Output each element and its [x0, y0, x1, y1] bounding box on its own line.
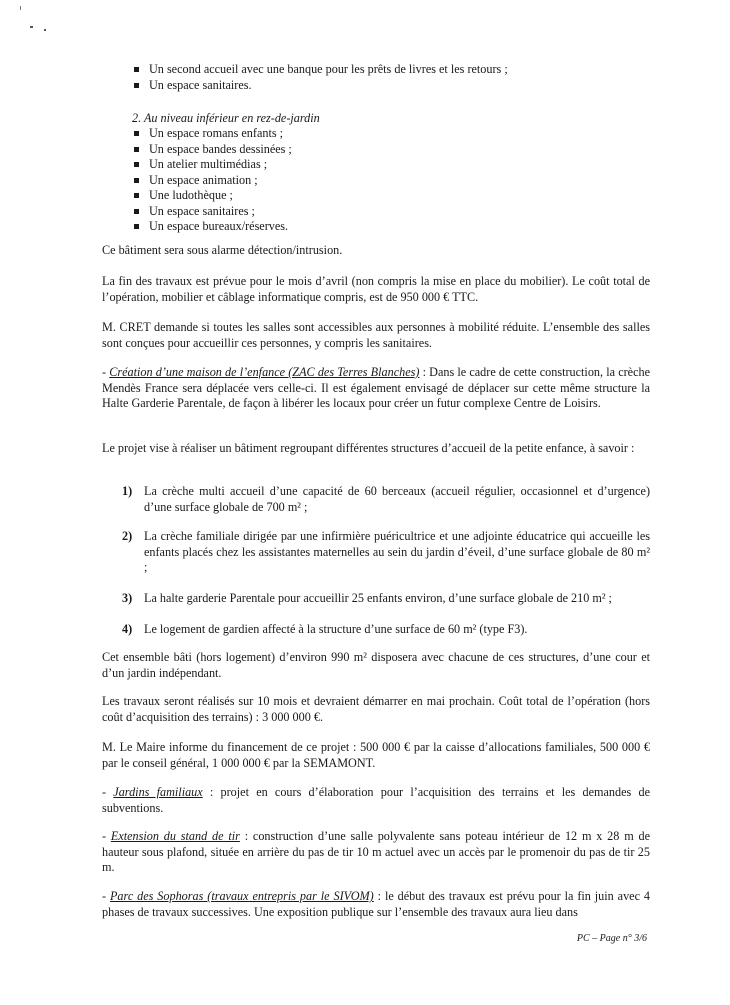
item-text: La halte garderie Parentale pour accueillir 25 enfants environ, d’une surface globale de 210 m² ; — [144, 591, 612, 605]
paragraph-creation — [102, 365, 650, 412]
numbered-item — [122, 591, 650, 607]
numbered-item — [122, 484, 650, 515]
list-item: Un espace sanitaires ; — [132, 204, 292, 220]
dash: - — [102, 889, 110, 903]
item-title: Extension du stand de tir — [110, 829, 240, 843]
item-text: : Dans le cadre de cette construction, la crèche Mendès France sera déplacée vers celle-ci. Il est également envisagé de déplacer sur cette même structure la Halte Garderie Parentale, de façon à libérer les locaux pour créer un futur complexe Centre de Loisirs. — [102, 365, 650, 410]
list-item: Un espace romans enfants ; — [132, 126, 292, 142]
bullet-list-level2 — [132, 126, 292, 235]
item-text: : construction d’une salle polyvalente sans poteau intérieur de 12 m x 28 m de hauteur sous plafond, située en arrière du pas de tir 10 m actuel avec un accès par le promenoir du pas de tir 25 m. — [102, 829, 651, 874]
item-number: 4) — [122, 622, 133, 636]
numbered-item — [122, 622, 650, 638]
paragraph-extension — [102, 829, 650, 876]
numbered-item — [122, 529, 650, 576]
item-title: Jardins familiaux — [113, 785, 203, 799]
paragraph-travaux: Les travaux seront réalisés sur 10 mois et devraient démarrer en mai prochain. Coût total de l’opération (hors coût d’acquisition des terrains) : 3 000 000 €. — [102, 694, 650, 724]
item-title: Création d’une maison de l’enfance (ZAC des Terres Blanches) — [109, 365, 420, 379]
paragraph-projet: Le projet vise à réaliser un bâtiment regroupant différentes structures d’accueil de la petite enfance, à savoir : — [102, 441, 635, 455]
item-text: La crèche multi accueil d’une capacité de 60 berceaux (accueil régulier, occasionnel et d’urgence) d’une surface globale de 700 m² ; — [144, 484, 650, 514]
list-item: Un espace bandes dessinées ; — [132, 142, 292, 158]
paragraph-fin-travaux: La fin des travaux est prévue pour le mois d’avril (non compris la mise en place du mobilier). Le coût total de l’opération, mobilier et câblage informatique compris, est de 950 000 € TTC. — [102, 274, 650, 304]
section-heading: 2. Au niveau inférieur en rez-de-jardin — [132, 111, 320, 125]
dash: - — [102, 365, 110, 379]
list-item: Un espace sanitaires. — [132, 78, 508, 94]
list-item: Un espace bureaux/réserves. — [132, 219, 292, 235]
paragraph-alarm: Ce bâtiment sera sous alarme détection/intrusion. — [102, 243, 343, 257]
paragraph-jardins — [102, 785, 650, 816]
item-text: : projet en cours d’élaboration pour l’acquisition des terrains et les demandes de subventions. — [102, 785, 650, 815]
list-item: Un atelier multimédias ; — [132, 157, 292, 173]
list-item: Un espace animation ; — [132, 173, 292, 189]
item-text: : le début des travaux est prévu pour la fin juin avec 4 phases de travaux successives. Une exposition publique sur l’ensemble des travaux aura lieu dans — [102, 889, 650, 919]
item-title: Parc des Sophoras (travaux entrepris par le SIVOM) — [109, 889, 374, 903]
paragraph-ensemble: Cet ensemble bâti (hors logement) d’environ 990 m² disposera avec chacune de ces structures, d’une cour et d’un jardin indépendant. — [102, 650, 650, 680]
scan-speck — [20, 6, 21, 10]
item-number: 3) — [122, 591, 133, 605]
list-item: Une ludothèque ; — [132, 188, 292, 204]
scan-speck — [44, 29, 46, 31]
scan-speck — [30, 26, 33, 28]
bullet-list-top — [132, 62, 508, 93]
item-number: 2) — [122, 529, 133, 543]
paragraph-cret: M. CRET demande si toutes les salles sont accessibles aux personnes à mobilité réduite. L’ensemble des salles sont conçues pour accueillir ces personnes, y compris les sanitaires. — [102, 320, 650, 350]
page-footer: PC – Page n° 3/6 — [576, 933, 647, 944]
item-text: La crèche familiale dirigée par une infirmière puéricultrice et une adjointe éducatrice qui accueille les enfants placés chez les assistantes maternelles au sein du jardin d’éveil, d’une surface globale de 80 m² ; — [144, 529, 650, 574]
list-item: Un second accueil avec une banque pour les prêts de livres et les retours ; — [132, 62, 508, 78]
paragraph-maire: M. Le Maire informe du financement de ce projet : 500 000 € par la caisse d’allocations familiales, 500 000 € par le conseil général, 1 000 000 € par la SEMAMONT. — [102, 740, 650, 770]
dash: - — [102, 785, 114, 799]
dash: - — [102, 829, 111, 843]
paragraph-parc — [102, 889, 650, 920]
item-number: 1) — [122, 484, 133, 498]
item-text: Le logement de gardien affecté à la structure d’une surface de 60 m² (type F3). — [144, 622, 528, 636]
